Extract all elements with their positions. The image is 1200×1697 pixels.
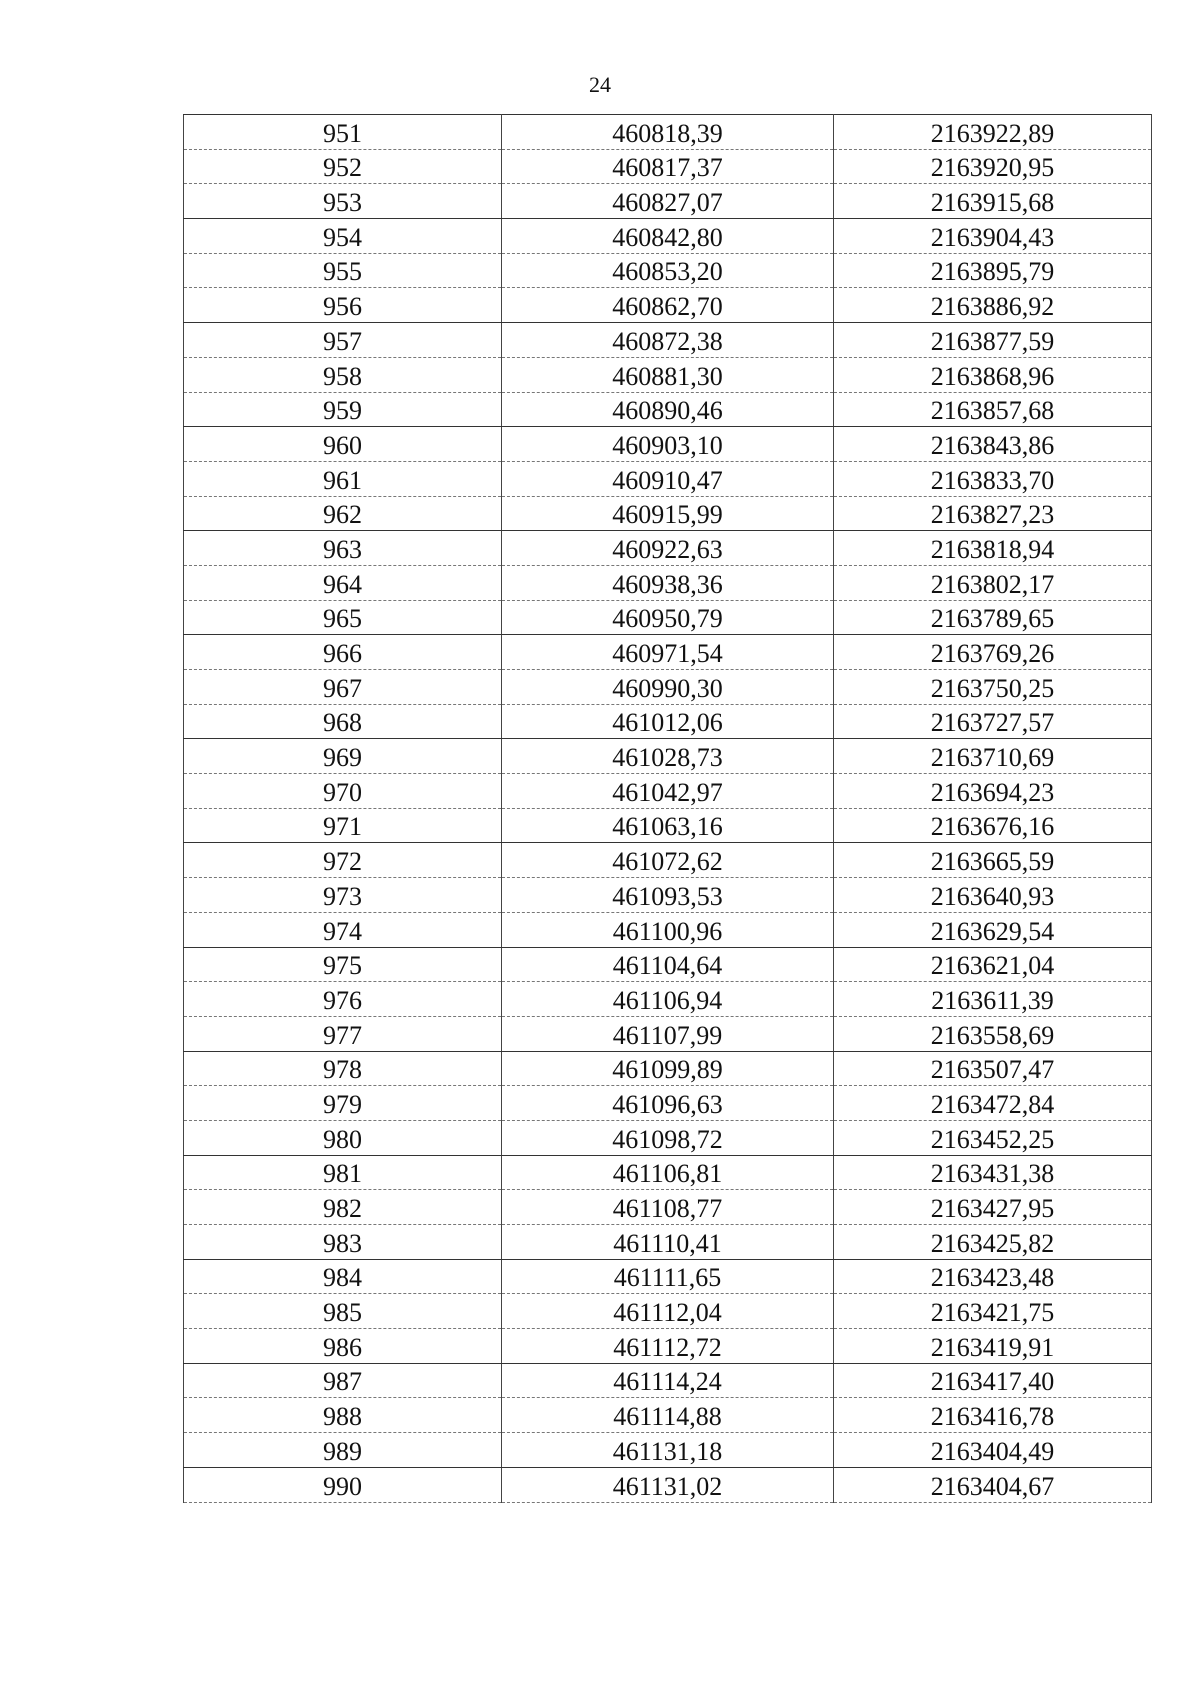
table-row: [184, 1259, 1152, 1294]
x-coordinate-cell: 460950,79: [502, 600, 834, 635]
y-coordinate-cell: 2163404,67: [834, 1467, 1152, 1502]
x-coordinate-cell: 461100,96: [502, 912, 834, 947]
point-number-cell: 990: [184, 1467, 502, 1502]
y-coordinate-cell: 2163895,79: [834, 253, 1152, 288]
table-row: [184, 219, 1152, 254]
table-row: [184, 635, 1152, 670]
point-number-cell: 964: [184, 565, 502, 600]
x-coordinate-cell: 461111,65: [502, 1259, 834, 1294]
y-coordinate-cell: 2163789,65: [834, 600, 1152, 635]
point-number-cell: 987: [184, 1363, 502, 1398]
x-coordinate-cell: 460910,47: [502, 461, 834, 496]
coordinates-table-body: [184, 115, 1152, 1503]
point-number-cell: 983: [184, 1225, 502, 1260]
table-row: [184, 253, 1152, 288]
point-number-cell: 976: [184, 982, 502, 1017]
table-row: [184, 1086, 1152, 1121]
x-coordinate-cell: 460903,10: [502, 427, 834, 462]
table-row: [184, 843, 1152, 878]
point-number-cell: 967: [184, 670, 502, 705]
y-coordinate-cell: 2163750,25: [834, 670, 1152, 705]
x-coordinate-cell: 460818,39: [502, 115, 834, 150]
table-row: [184, 774, 1152, 809]
table-row: [184, 1155, 1152, 1190]
y-coordinate-cell: 2163558,69: [834, 1016, 1152, 1051]
y-coordinate-cell: 2163452,25: [834, 1120, 1152, 1155]
x-coordinate-cell: 461106,94: [502, 982, 834, 1017]
table-row: [184, 1329, 1152, 1364]
table-row: [184, 461, 1152, 496]
point-number-cell: 980: [184, 1120, 502, 1155]
point-number-cell: 965: [184, 600, 502, 635]
table-row: [184, 947, 1152, 982]
point-number-cell: 988: [184, 1398, 502, 1433]
y-coordinate-cell: 2163904,43: [834, 219, 1152, 254]
x-coordinate-cell: 461096,63: [502, 1086, 834, 1121]
table-row: [184, 1294, 1152, 1329]
y-coordinate-cell: 2163877,59: [834, 323, 1152, 358]
y-coordinate-cell: 2163421,75: [834, 1294, 1152, 1329]
x-coordinate-cell: 461098,72: [502, 1120, 834, 1155]
y-coordinate-cell: 2163621,04: [834, 947, 1152, 982]
y-coordinate-cell: 2163833,70: [834, 461, 1152, 496]
point-number-cell: 975: [184, 947, 502, 982]
table-row: [184, 1225, 1152, 1260]
table-row: [184, 288, 1152, 323]
x-coordinate-cell: 460990,30: [502, 670, 834, 705]
x-coordinate-cell: 460881,30: [502, 357, 834, 392]
x-coordinate-cell: 460922,63: [502, 531, 834, 566]
point-number-cell: 978: [184, 1051, 502, 1086]
point-number-cell: 984: [184, 1259, 502, 1294]
y-coordinate-cell: 2163507,47: [834, 1051, 1152, 1086]
x-coordinate-cell: 461012,06: [502, 704, 834, 739]
y-coordinate-cell: 2163922,89: [834, 115, 1152, 150]
y-coordinate-cell: 2163640,93: [834, 878, 1152, 913]
point-number-cell: 970: [184, 774, 502, 809]
table-row: [184, 1433, 1152, 1468]
point-number-cell: 969: [184, 739, 502, 774]
y-coordinate-cell: 2163472,84: [834, 1086, 1152, 1121]
point-number-cell: 972: [184, 843, 502, 878]
point-number-cell: 962: [184, 496, 502, 531]
y-coordinate-cell: 2163915,68: [834, 184, 1152, 219]
x-coordinate-cell: 461028,73: [502, 739, 834, 774]
table-row: [184, 600, 1152, 635]
x-coordinate-cell: 461107,99: [502, 1016, 834, 1051]
point-number-cell: 951: [184, 115, 502, 150]
table-row: [184, 323, 1152, 358]
x-coordinate-cell: 461114,88: [502, 1398, 834, 1433]
table-row: [184, 357, 1152, 392]
y-coordinate-cell: 2163710,69: [834, 739, 1152, 774]
point-number-cell: 985: [184, 1294, 502, 1329]
table-row: [184, 670, 1152, 705]
x-coordinate-cell: 460938,36: [502, 565, 834, 600]
y-coordinate-cell: 2163920,95: [834, 149, 1152, 184]
page-number: 24: [589, 72, 611, 97]
y-coordinate-cell: 2163694,23: [834, 774, 1152, 809]
y-coordinate-cell: 2163676,16: [834, 808, 1152, 843]
point-number-cell: 973: [184, 878, 502, 913]
point-number-cell: 979: [184, 1086, 502, 1121]
x-coordinate-cell: 460872,38: [502, 323, 834, 358]
x-coordinate-cell: 461063,16: [502, 808, 834, 843]
y-coordinate-cell: 2163423,48: [834, 1259, 1152, 1294]
x-coordinate-cell: 461106,81: [502, 1155, 834, 1190]
table-row: [184, 1120, 1152, 1155]
table-row: [184, 1467, 1152, 1502]
y-coordinate-cell: 2163417,40: [834, 1363, 1152, 1398]
point-number-cell: 953: [184, 184, 502, 219]
table-row: [184, 704, 1152, 739]
x-coordinate-cell: 461114,24: [502, 1363, 834, 1398]
x-coordinate-cell: 460827,07: [502, 184, 834, 219]
table-row: [184, 878, 1152, 913]
y-coordinate-cell: 2163802,17: [834, 565, 1152, 600]
y-coordinate-cell: 2163857,68: [834, 392, 1152, 427]
table-row: [184, 184, 1152, 219]
point-number-cell: 957: [184, 323, 502, 358]
point-number-cell: 982: [184, 1190, 502, 1225]
point-number-cell: 971: [184, 808, 502, 843]
point-number-cell: 968: [184, 704, 502, 739]
coordinates-table: [183, 114, 1152, 1503]
table-row: [184, 565, 1152, 600]
y-coordinate-cell: 2163727,57: [834, 704, 1152, 739]
y-coordinate-cell: 2163404,49: [834, 1433, 1152, 1468]
table-row: [184, 808, 1152, 843]
y-coordinate-cell: 2163431,38: [834, 1155, 1152, 1190]
x-coordinate-cell: 460915,99: [502, 496, 834, 531]
table-row: [184, 1190, 1152, 1225]
y-coordinate-cell: 2163419,91: [834, 1329, 1152, 1364]
y-coordinate-cell: 2163425,82: [834, 1225, 1152, 1260]
y-coordinate-cell: 2163818,94: [834, 531, 1152, 566]
x-coordinate-cell: 460890,46: [502, 392, 834, 427]
point-number-cell: 955: [184, 253, 502, 288]
point-number-cell: 963: [184, 531, 502, 566]
x-coordinate-cell: 461108,77: [502, 1190, 834, 1225]
y-coordinate-cell: 2163611,39: [834, 982, 1152, 1017]
table-row: [184, 1051, 1152, 1086]
x-coordinate-cell: 460842,80: [502, 219, 834, 254]
y-coordinate-cell: 2163665,59: [834, 843, 1152, 878]
y-coordinate-cell: 2163886,92: [834, 288, 1152, 323]
point-number-cell: 974: [184, 912, 502, 947]
table-row: [184, 912, 1152, 947]
x-coordinate-cell: 460862,70: [502, 288, 834, 323]
table-row: [184, 531, 1152, 566]
x-coordinate-cell: 460817,37: [502, 149, 834, 184]
table-row: [184, 1398, 1152, 1433]
y-coordinate-cell: 2163868,96: [834, 357, 1152, 392]
point-number-cell: 960: [184, 427, 502, 462]
table-row: [184, 427, 1152, 462]
point-number-cell: 986: [184, 1329, 502, 1364]
y-coordinate-cell: 2163629,54: [834, 912, 1152, 947]
x-coordinate-cell: 461099,89: [502, 1051, 834, 1086]
table-row: [184, 392, 1152, 427]
point-number-cell: 959: [184, 392, 502, 427]
table-row: [184, 115, 1152, 150]
table-row: [184, 1363, 1152, 1398]
x-coordinate-cell: 460971,54: [502, 635, 834, 670]
point-number-cell: 981: [184, 1155, 502, 1190]
x-coordinate-cell: 461131,18: [502, 1433, 834, 1468]
y-coordinate-cell: 2163416,78: [834, 1398, 1152, 1433]
x-coordinate-cell: 461131,02: [502, 1467, 834, 1502]
y-coordinate-cell: 2163427,95: [834, 1190, 1152, 1225]
table-row: [184, 496, 1152, 531]
x-coordinate-cell: 461112,04: [502, 1294, 834, 1329]
x-coordinate-cell: 461093,53: [502, 878, 834, 913]
x-coordinate-cell: 460853,20: [502, 253, 834, 288]
x-coordinate-cell: 461110,41: [502, 1225, 834, 1260]
y-coordinate-cell: 2163769,26: [834, 635, 1152, 670]
point-number-cell: 958: [184, 357, 502, 392]
table-row: [184, 1016, 1152, 1051]
point-number-cell: 977: [184, 1016, 502, 1051]
point-number-cell: 989: [184, 1433, 502, 1468]
point-number-cell: 956: [184, 288, 502, 323]
x-coordinate-cell: 461112,72: [502, 1329, 834, 1364]
table-row: [184, 149, 1152, 184]
table-row: [184, 982, 1152, 1017]
table-row: [184, 739, 1152, 774]
point-number-cell: 966: [184, 635, 502, 670]
point-number-cell: 952: [184, 149, 502, 184]
x-coordinate-cell: 461104,64: [502, 947, 834, 982]
x-coordinate-cell: 461042,97: [502, 774, 834, 809]
y-coordinate-cell: 2163843,86: [834, 427, 1152, 462]
x-coordinate-cell: 461072,62: [502, 843, 834, 878]
y-coordinate-cell: 2163827,23: [834, 496, 1152, 531]
point-number-cell: 961: [184, 461, 502, 496]
point-number-cell: 954: [184, 219, 502, 254]
